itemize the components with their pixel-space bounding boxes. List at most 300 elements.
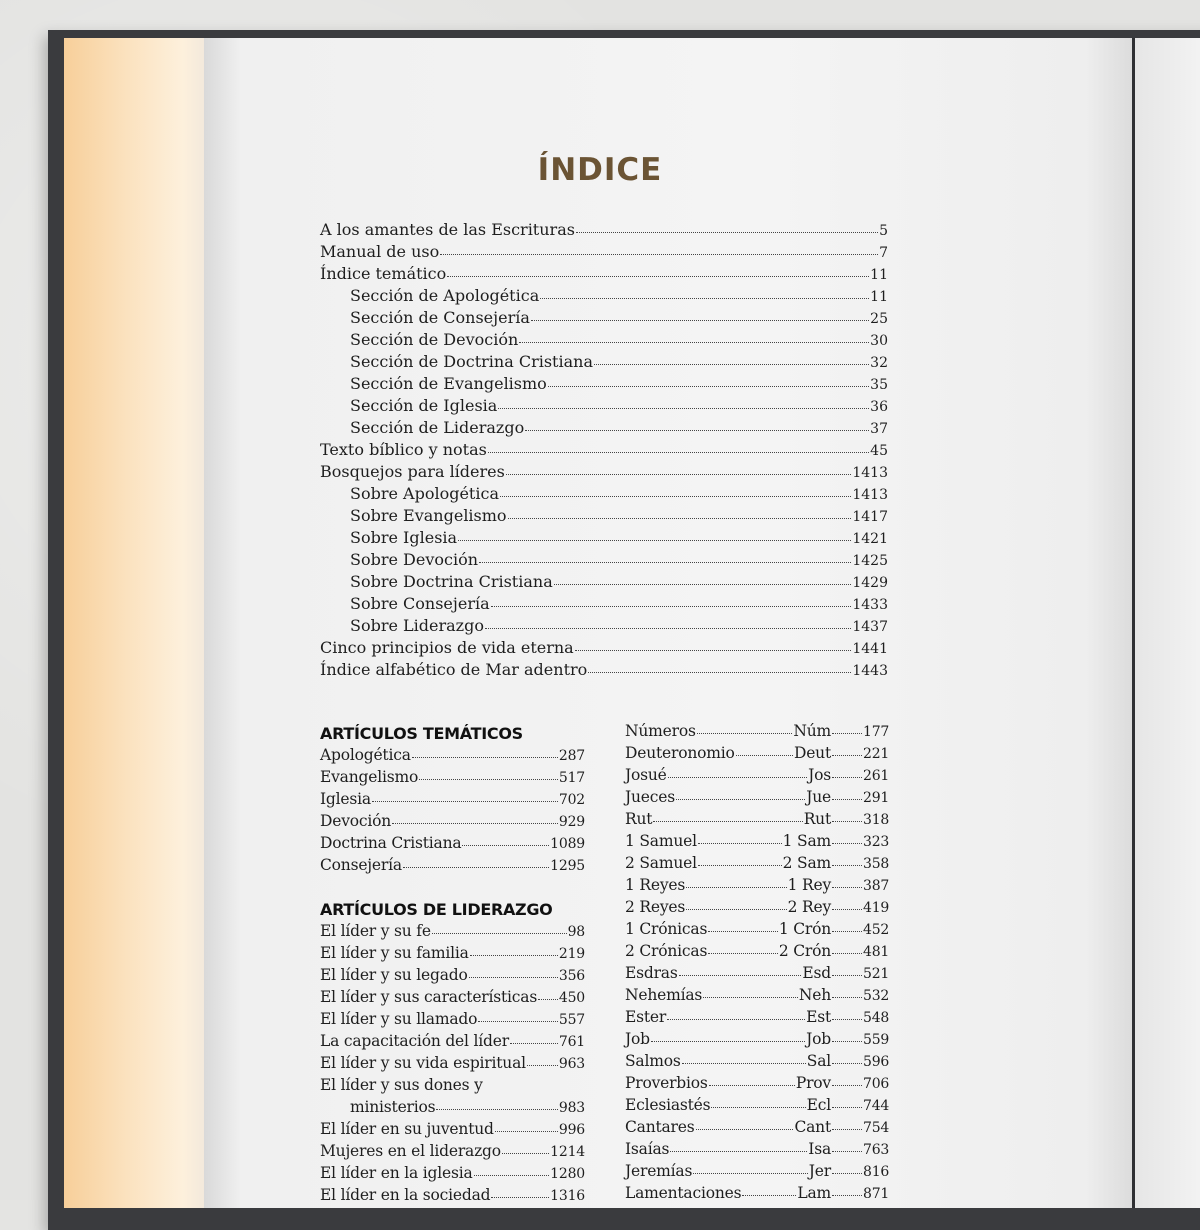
entry-page-number: 32 (870, 355, 888, 371)
dot-leader (440, 251, 878, 255)
dot-leader (484, 1085, 584, 1088)
book-page-number: 291 (863, 790, 890, 806)
dot-leader (470, 952, 558, 956)
book-page-number: 548 (863, 1010, 890, 1026)
entry-page-number: 963 (558, 1056, 585, 1072)
entry-page-number: 1280 (550, 1166, 585, 1182)
book-page-number: 177 (863, 724, 890, 740)
dot-leader (698, 840, 782, 844)
entry-label: Sección de Liderazgo (350, 418, 525, 437)
book-name: Josué (625, 766, 667, 784)
index-entry (320, 528, 888, 550)
book-entry (625, 1118, 889, 1140)
book-page-number: 323 (863, 834, 890, 850)
dot-leader (594, 361, 869, 365)
dot-leader (372, 798, 558, 802)
entry-page-number: 1413 (852, 465, 888, 481)
index-entry (320, 812, 585, 834)
book-entry (625, 920, 889, 942)
entry-label: Mujeres en el liderazgo (320, 1142, 501, 1160)
entry-label: A los amantes de las Escrituras (320, 220, 575, 239)
dot-leader (832, 994, 862, 998)
entry-label: Sobre Consejería (350, 594, 490, 613)
index-entry (320, 264, 888, 286)
entry-page-number: 557 (558, 1012, 585, 1028)
dot-leader (554, 581, 852, 585)
dot-leader (495, 1128, 558, 1132)
book-page-number: 763 (863, 1142, 890, 1158)
book-name: 1 Samuel (625, 832, 697, 850)
entry-label: Sección de Iglesia (350, 396, 498, 415)
liderazgo-list (320, 922, 585, 1208)
book-entry (625, 876, 889, 898)
book-name: Nehemías (625, 986, 703, 1004)
entry-label: Texto bíblico y notas (320, 440, 487, 459)
book-abbreviation: Jue (806, 788, 831, 806)
dot-leader (832, 1170, 862, 1174)
book-name: 1 Reyes (625, 876, 686, 894)
entry-page-number: 1214 (550, 1144, 585, 1160)
index-entry (320, 834, 585, 856)
dot-leader (668, 774, 807, 778)
entry-page-number: 36 (870, 399, 888, 415)
book-name: Números (625, 722, 696, 740)
book-abbreviation: Est (806, 1008, 831, 1026)
book-entry (625, 1008, 889, 1030)
index-entry (320, 1142, 585, 1164)
index-entry (320, 550, 888, 572)
dot-leader (670, 1148, 807, 1152)
index-entry (320, 1076, 585, 1098)
entry-page-number: 1295 (550, 858, 585, 874)
dot-leader (693, 1170, 808, 1174)
index-entry (320, 944, 585, 966)
book-entry (625, 722, 889, 744)
index-entry (320, 1164, 585, 1186)
entry-page-number: 1425 (852, 553, 888, 569)
index-entry (320, 594, 888, 616)
dot-leader (500, 493, 851, 497)
dot-leader (485, 625, 851, 629)
dot-leader (447, 273, 869, 277)
dot-leader (403, 864, 549, 868)
dot-leader (832, 1060, 862, 1064)
index-entry (320, 572, 888, 594)
book-name: Isaías (625, 1140, 670, 1158)
index-entry (320, 484, 888, 506)
entry-label: Iglesia (320, 790, 371, 808)
entry-label: Sección de Doctrina Cristiana (350, 352, 593, 371)
entry-label: El líder y su familia (320, 944, 469, 962)
dot-leader (698, 862, 782, 866)
entry-label: Sobre Doctrina Cristiana (350, 572, 553, 591)
book-abbreviation: Núm (793, 722, 831, 740)
book-abbreviation: Jos (808, 766, 831, 784)
book-page-number: 481 (863, 944, 890, 960)
book-page-number: 754 (863, 1120, 890, 1136)
entry-label: Sobre Liderazgo (350, 616, 484, 635)
entry-page-number: 1429 (852, 575, 888, 591)
entry-label: Cinco principios de vida eterna (320, 638, 574, 657)
entry-page-number: 7 (879, 245, 888, 261)
book-name: Salmos (625, 1052, 681, 1070)
book-entry (625, 788, 889, 810)
index-entry (320, 330, 888, 352)
index-entry (320, 352, 888, 374)
dot-leader (419, 776, 558, 780)
book-page-number: 559 (863, 1032, 890, 1048)
book-abbreviation: Esd (802, 964, 831, 982)
tematicos-heading: ARTÍCULOS TEMÁTICOS (320, 724, 523, 743)
entry-page-number: 1443 (852, 663, 888, 679)
entry-page-number: 45 (870, 443, 888, 459)
book-entry (625, 810, 889, 832)
book-entry (625, 964, 889, 986)
book-entry (625, 942, 889, 964)
entry-page-number: 11 (870, 289, 888, 305)
index-entry (320, 768, 585, 790)
entry-label: Sobre Evangelismo (350, 506, 507, 525)
book-name: 2 Reyes (625, 898, 686, 916)
book-abbreviation: Neh (798, 986, 831, 1004)
index-entry (320, 746, 585, 768)
index-entry (320, 286, 888, 308)
index-entry (320, 506, 888, 528)
book-entry (625, 766, 889, 788)
index-entry (320, 220, 888, 242)
book-entry (625, 744, 889, 766)
books-list (625, 722, 889, 1206)
book-page-number: 532 (863, 988, 890, 1004)
book-page-number: 521 (863, 966, 890, 982)
entry-label: Consejería (320, 856, 402, 874)
book-abbreviation: Lam (797, 1184, 831, 1202)
book-name: Cantares (625, 1118, 695, 1136)
dot-leader (531, 317, 869, 321)
entry-label: Índice alfabético de Mar adentro (320, 660, 588, 679)
dot-leader (432, 930, 567, 934)
index-entry (320, 638, 888, 660)
index-entry (320, 440, 888, 462)
dot-leader (832, 1104, 862, 1108)
book-abbreviation: Ecl (806, 1096, 831, 1114)
dot-leader (686, 906, 786, 910)
book-entry (625, 1030, 889, 1052)
dot-leader (832, 1082, 862, 1086)
entry-label: El líder y su vida espiritual (320, 1054, 526, 1072)
book-abbreviation: Rut (803, 810, 831, 828)
dot-leader (832, 774, 862, 778)
index-entry (320, 242, 888, 264)
index-entry (320, 790, 585, 812)
dot-leader (832, 972, 862, 976)
entry-page-number: 1417 (852, 509, 888, 525)
dot-leader (679, 972, 802, 976)
tematicos-list (320, 746, 585, 878)
entry-label: Sobre Devoción (350, 550, 479, 569)
dot-leader (575, 647, 852, 651)
entry-page-number: 517 (558, 770, 585, 786)
dot-leader (696, 1126, 794, 1130)
book-abbreviation: 2 Crón (778, 942, 831, 960)
dot-leader (676, 796, 805, 800)
dot-leader (742, 1192, 796, 1196)
book-entry (625, 986, 889, 1008)
entry-page-number: 1421 (852, 531, 888, 547)
book-abbreviation: 2 Rey (787, 898, 831, 916)
dot-leader (527, 1062, 558, 1066)
entry-label: El líder y su fe (320, 922, 431, 940)
entry-page-number: 219 (558, 946, 585, 962)
dot-leader (458, 537, 851, 541)
dot-leader (651, 1038, 805, 1042)
book-abbreviation: Sal (806, 1052, 831, 1070)
entry-label: El líder y su legado (320, 966, 468, 984)
book-page-number: 419 (863, 900, 890, 916)
entry-label: Sobre Apologética (350, 484, 499, 503)
entry-label: El líder en la sociedad (320, 1186, 491, 1204)
entry-page-number: 1441 (852, 641, 888, 657)
book-page-number: 221 (863, 746, 890, 762)
index-entry (320, 1054, 585, 1076)
dot-leader (708, 928, 778, 932)
dot-leader (474, 1172, 550, 1176)
entry-page-number: 761 (558, 1034, 585, 1050)
entry-page-number: 30 (870, 333, 888, 349)
dot-leader (412, 754, 558, 758)
index-entry (320, 1032, 585, 1054)
index-entry (320, 988, 585, 1010)
dot-leader (709, 1082, 795, 1086)
dot-leader (491, 603, 852, 607)
entry-label: Apologética (320, 746, 411, 764)
dot-leader (506, 471, 852, 475)
dot-leader (708, 950, 778, 954)
book-name: 2 Crónicas (625, 942, 708, 960)
table-of-contents (320, 220, 888, 682)
entry-page-number: 983 (558, 1100, 585, 1116)
entry-page-number: 450 (558, 990, 585, 1006)
book-abbreviation: 1 Rey (787, 876, 831, 894)
dot-leader (682, 1060, 806, 1064)
dot-leader (498, 405, 869, 409)
entry-page-number: 996 (558, 1122, 585, 1138)
book-name: Jeremías (625, 1162, 693, 1180)
entry-label: El líder en su juventud (320, 1120, 494, 1138)
book-abbreviation: Prov (795, 1074, 831, 1092)
book-abbreviation: 1 Crón (778, 920, 831, 938)
index-entry (320, 374, 888, 396)
dot-leader (832, 862, 862, 866)
book-name: Eclesiastés (625, 1096, 711, 1114)
index-entry (320, 1098, 585, 1120)
entry-label: El líder y su llamado (320, 1010, 478, 1028)
entry-label: El líder en la iglesia (320, 1164, 473, 1182)
book-page-number: 744 (863, 1098, 890, 1114)
dot-leader (686, 884, 786, 888)
dot-leader (491, 1194, 549, 1198)
entry-label: La capacitación del líder (320, 1032, 509, 1050)
liderazgo-heading: ARTÍCULOS DE LIDERAZGO (320, 900, 553, 919)
book-entry (625, 854, 889, 876)
book-entry (625, 1184, 889, 1206)
dot-leader (508, 515, 852, 519)
book-name: 2 Samuel (625, 854, 697, 872)
entry-label: Manual de uso (320, 242, 440, 261)
dot-leader (711, 1104, 805, 1108)
dot-leader (436, 1106, 557, 1110)
entry-label: Sección de Apologética (350, 286, 540, 305)
book-page-number: 452 (863, 922, 890, 938)
index-entry (320, 660, 888, 682)
entry-label: Índice temático (320, 264, 447, 283)
book-abbreviation: 2 Sam (782, 854, 831, 872)
entry-label: Bosquejos para líderes (320, 462, 505, 481)
dot-leader (832, 1016, 862, 1020)
book-name: Deuteronomio (625, 744, 735, 762)
entry-label: Sección de Consejería (350, 308, 530, 327)
book-name: Jueces (625, 788, 675, 806)
book-entry (625, 1162, 889, 1184)
book-name: Job (625, 1030, 650, 1048)
right-page (1135, 38, 1200, 1208)
dot-leader (392, 820, 558, 824)
entry-label: Doctrina Cristiana (320, 834, 462, 852)
entry-label: Devoción (320, 812, 392, 830)
index-entry (320, 418, 888, 440)
book-abbreviation: 1 Sam (782, 832, 831, 850)
articles-column (320, 722, 585, 1208)
book-page-number: 261 (863, 768, 890, 784)
book-name: 1 Crónicas (625, 920, 708, 938)
entry-label: Evangelismo (320, 768, 419, 786)
book-name: Lamentaciones (625, 1184, 742, 1202)
index-entry (320, 462, 888, 484)
index-entry (320, 966, 585, 988)
dot-leader (832, 1126, 862, 1130)
entry-label: ministerios (350, 1098, 436, 1116)
book-page-number: 706 (863, 1076, 890, 1092)
entry-label: Sección de Devoción (350, 330, 519, 349)
dot-leader (832, 796, 862, 800)
book-entry (625, 1074, 889, 1096)
index-entry (320, 1186, 585, 1208)
entry-page-number: 1413 (852, 487, 888, 503)
dot-leader (832, 884, 862, 888)
entry-page-number: 1089 (550, 836, 585, 852)
dot-leader (832, 906, 862, 910)
dot-leader (469, 974, 558, 978)
book-entry (625, 1052, 889, 1074)
book-entry (625, 1096, 889, 1118)
book-page-number: 596 (863, 1054, 890, 1070)
entry-page-number: 1437 (852, 619, 888, 635)
book-name: Ester (625, 1008, 667, 1026)
book-abbreviation: Jer (808, 1162, 831, 1180)
index-entry (320, 396, 888, 418)
book-page-number: 387 (863, 878, 890, 894)
dot-leader (667, 1016, 805, 1020)
entry-page-number: 287 (558, 748, 585, 764)
dot-leader (832, 1148, 862, 1152)
index-entry (320, 616, 888, 638)
book-entry (625, 898, 889, 920)
book-page-number: 816 (863, 1164, 890, 1180)
book-entry (625, 832, 889, 854)
dot-leader (736, 752, 793, 756)
book-page-number: 871 (863, 1186, 890, 1202)
dot-leader (832, 928, 862, 932)
dot-leader (519, 339, 869, 343)
dot-leader (832, 1192, 862, 1196)
entry-page-number: 702 (558, 792, 585, 808)
dot-leader (832, 752, 862, 756)
dot-leader (478, 1018, 558, 1022)
index-entry (320, 856, 585, 878)
entry-page-number: 5 (879, 223, 888, 239)
dot-leader (502, 1150, 549, 1154)
dot-leader (576, 229, 878, 233)
entry-page-number: 1433 (852, 597, 888, 613)
book-name: Rut (625, 810, 653, 828)
dot-leader (540, 295, 869, 299)
dot-leader (832, 730, 862, 734)
dot-leader (510, 1040, 558, 1044)
dot-leader (653, 818, 802, 822)
dot-leader (832, 950, 862, 954)
index-entry (320, 1120, 585, 1142)
dot-leader (832, 840, 862, 844)
dot-leader (538, 996, 558, 1000)
entry-page-number: 37 (870, 421, 888, 437)
dot-leader (488, 449, 869, 453)
entry-page-number: 929 (558, 814, 585, 830)
entry-page-number: 11 (870, 267, 888, 283)
dot-leader (479, 559, 851, 563)
dot-leader (697, 730, 793, 734)
dot-leader (832, 1038, 862, 1042)
entry-label: Sección de Evangelismo (350, 374, 547, 393)
book-abbreviation: Isa (808, 1140, 831, 1158)
book-spine-light (64, 38, 204, 1208)
dot-leader (548, 383, 869, 387)
page-title: ÍNDICE (537, 152, 663, 188)
entry-label: Sobre Iglesia (350, 528, 458, 547)
index-entry (320, 308, 888, 330)
book-entry (625, 1140, 889, 1162)
index-entry (320, 922, 585, 944)
dot-leader (703, 994, 798, 998)
book-abbreviation: Job (806, 1030, 831, 1048)
entry-label: El líder y sus características (320, 988, 538, 1006)
book-name: Esdras (625, 964, 678, 982)
index-entry (320, 1010, 585, 1032)
book-page-number: 358 (863, 856, 890, 872)
dot-leader (525, 427, 869, 431)
entry-page-number: 35 (870, 377, 888, 393)
book-page-number: 318 (863, 812, 890, 828)
book-name: Proverbios (625, 1074, 708, 1092)
entry-page-number: 98 (567, 924, 585, 940)
dot-leader (462, 842, 549, 846)
entry-page-number: 356 (558, 968, 585, 984)
dot-leader (832, 818, 862, 822)
book-abbreviation: Cant (794, 1118, 831, 1136)
entry-page-number: 25 (870, 311, 888, 327)
book-abbreviation: Deut (793, 744, 831, 762)
entry-label: El líder y sus dones y (320, 1076, 483, 1094)
entry-page-number: 1316 (550, 1188, 585, 1204)
